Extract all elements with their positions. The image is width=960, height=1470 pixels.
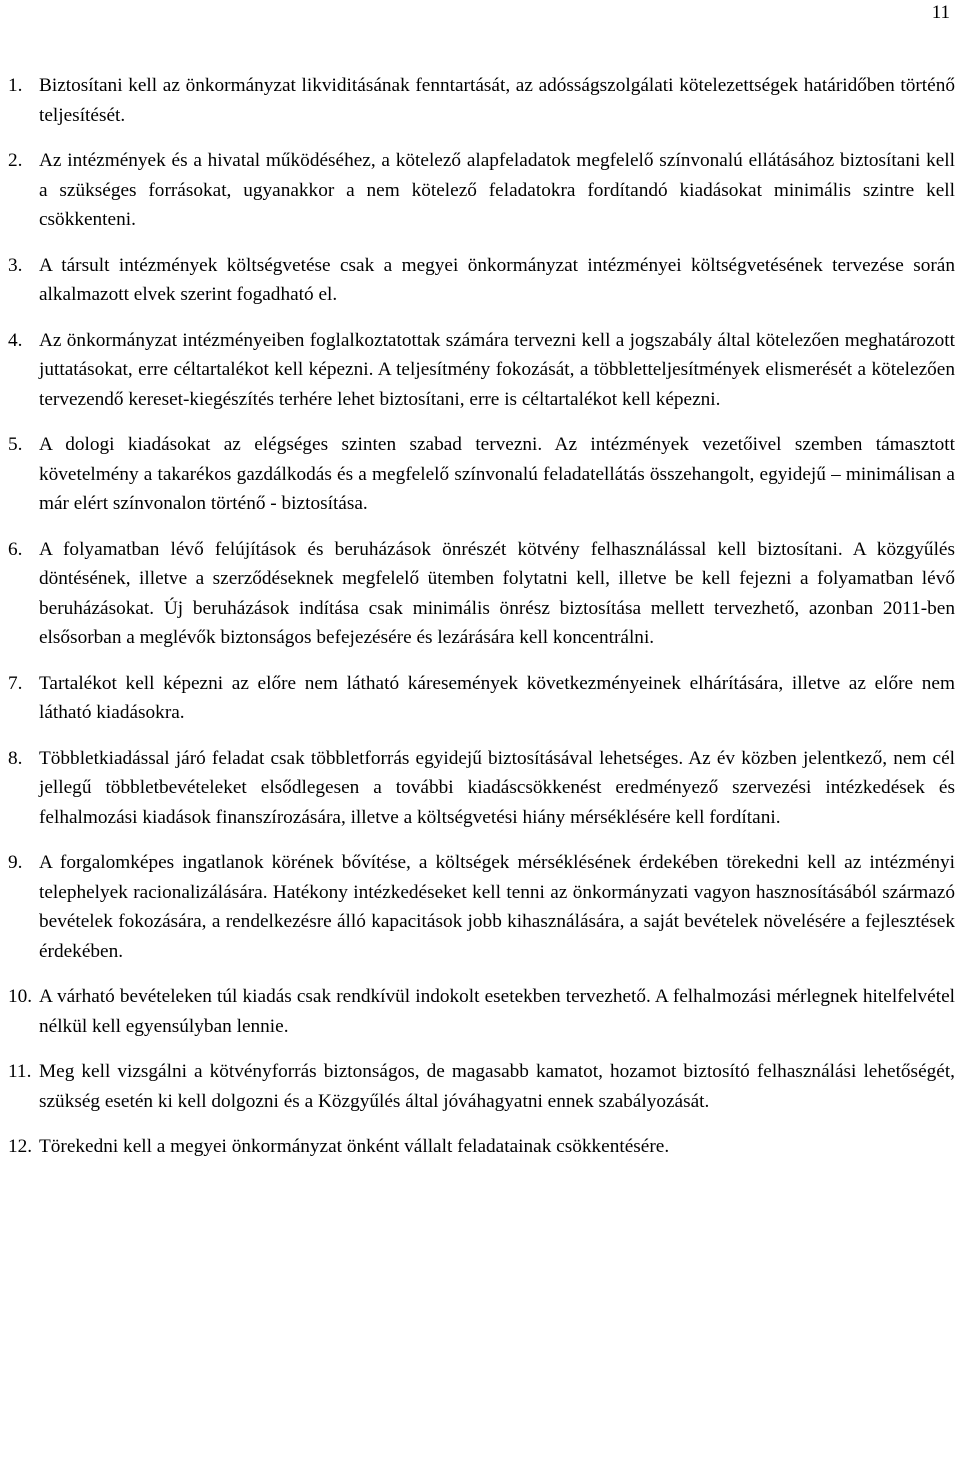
list-item xyxy=(8,1057,955,1116)
list-item-number: 1. xyxy=(8,75,23,96)
list-item xyxy=(8,848,955,966)
list-item xyxy=(8,326,955,415)
list-item xyxy=(8,1132,955,1162)
list-item-number: 5. xyxy=(8,434,23,455)
list-item-text: Tartalékot kell képezni az előre nem látható káresemények következményeinek elhárítására, illetve az előre nem látható kiadásokra. xyxy=(39,672,955,723)
list-item-number: 6. xyxy=(8,538,23,560)
list-item-number: 2. xyxy=(8,150,23,171)
list-item-number: 11. xyxy=(8,1061,32,1082)
list-item-number: 3. xyxy=(8,254,23,276)
list-item-text: A dologi kiadásokat az elégséges szinten szabad tervezni. Az intézmények vezetőivel szemben támasztott követelmény a takarékos gazdálkodás és a megfelelő színvonalú feladatellátás összehangolt, egyidejű – minimálisan a már elért színvonalon történő - biztosítása. xyxy=(39,434,955,514)
page-number: 11 xyxy=(931,2,950,23)
list-item-number: 7. xyxy=(8,672,23,694)
list-item-text: Biztosítani kell az önkormányzat likviditásának fenntartását, az adósságszolgálati kötelezettségek határidőben történő teljesítését. xyxy=(39,75,955,126)
list-item xyxy=(8,71,955,130)
list-item-text: Az önkormányzat intézményeiben foglalkoztatottak számára tervezni kell a jogszabály által kötelezően meghatározott juttatásokat, erre céltartalékot kell képezni. A teljesítmény fokozását, a többletteljesítmények elismerését a kötelezően tervezendő kereset-kiegészítés terhére lehet biztosítani, erre is céltartalékot kell képezni. xyxy=(39,329,955,410)
list-item-text: A folyamatban lévő felújítások és beruházások önrészét kötvény felhasználással kell biztosítani. A közgyűlés döntésének, illetve a szerződéseknek megfelelő ütemben folytatni kell, illetve be kell fejezni a folyamatban lévő beruházásokat. Új beruházások indítása csak minimális önrész biztosítása mellett tervezhető, azonban 2011-ben elsősorban a meglévők biztonságos befejezésére és lezárására kell koncentrálni. xyxy=(39,538,955,648)
numbered-list xyxy=(8,71,955,1178)
list-item-number: 9. xyxy=(8,852,23,873)
list-item-text: Meg kell vizsgálni a kötvényforrás biztonságos, de magasabb kamatot, hozamot biztosító felhasználási lehetőségét, szükség esetén ki kell dolgozni és a Közgyűlés által jóváhagyatni ennek szabályozását. xyxy=(39,1061,955,1112)
list-item-text: Törekedni kell a megyei önkormányzat önként vállalt feladatainak csökkentésére. xyxy=(39,1136,670,1157)
list-item-text: Az intézmények és a hivatal működéséhez, a kötelező alapfeladatok megfelelő színvonalú ellátásához biztosítani kell a szükséges forrásokat, ugyanakkor a nem kötelező feladatokra fordítandó kiadásokat minimális szintre kell csökkenteni. xyxy=(39,150,955,230)
list-item-text: Többletkiadással járó feladat csak többletforrás egyidejű biztosításával lehetséges. Az év közben jelentkező, nem cél jellegű többletbevételeket elsődlegesen a további kiadáscsökkenést eredményező szervezési intézkedések és felhalmozási kiadások finanszírozására, illetve a költségvetési hiány mérséklésére kell fordítani. xyxy=(39,747,955,828)
list-item xyxy=(8,430,955,519)
list-item xyxy=(8,744,955,833)
list-item xyxy=(8,146,955,235)
list-item-number: 12. xyxy=(8,1136,33,1157)
list-item-number: 4. xyxy=(8,329,23,351)
list-item xyxy=(8,535,955,653)
list-item xyxy=(8,251,955,310)
list-item xyxy=(8,982,955,1041)
list-item xyxy=(8,669,955,728)
list-item-number: 8. xyxy=(8,747,23,769)
list-item-text: A forgalomképes ingatlanok körének bővítése, a költségek mérséklésének érdekében törekedni kell az intézményi telephelyek racionalizálására. Hatékony intézkedéseket kell tenni az önkormányzati vagyon hasznosításából származó bevételek fokozására, a rendelkezésre álló kapacitások jobb kihasználására, a saját bevételek növelésére a fejlesztések érdekében. xyxy=(39,852,955,962)
list-item-text: A társult intézmények költségvetése csak a megyei önkormányzat intézményei költségvetésének tervezése során alkalmazott elvek szerint fogadható el. xyxy=(39,254,955,305)
list-item-text: A várható bevételeken túl kiadás csak rendkívül indokolt esetekben tervezhető. A felhalmozási mérlegnek hitelfelvétel nélkül kell egyensúlyban lennie. xyxy=(39,986,955,1037)
list-item-number: 10. xyxy=(8,986,33,1007)
